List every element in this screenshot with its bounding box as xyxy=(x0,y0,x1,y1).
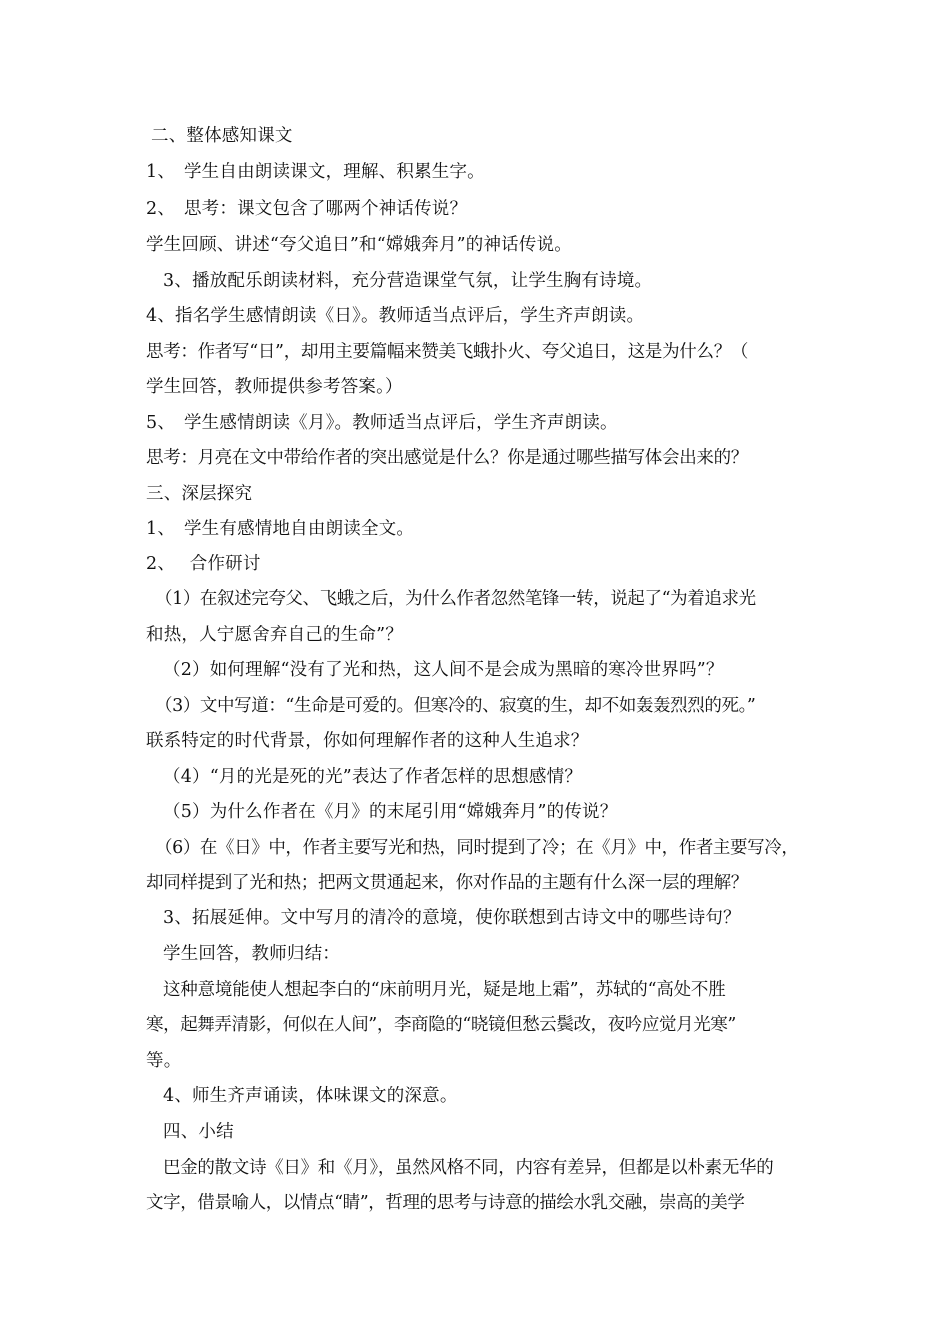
text-line: 4、师生齐声诵读，体味课文的深意。 xyxy=(163,1086,458,1106)
section-heading-overview: 二、整体感知课文 xyxy=(151,126,293,146)
text-line: 思考：作者写“日”，却用主要篇幅来赞美飞蛾扑火、夸父追日，这是为什么？（ xyxy=(146,342,749,362)
text-line: 3、播放配乐朗读材料，充分营造课堂气氛，让学生胸有诗境。 xyxy=(163,271,653,291)
text-line: （6）在《日》中，作者主要写光和热，同时提到了冷；在《月》中，作者主要写冷， xyxy=(155,838,799,858)
text-line: 却同样提到了光和热；把两文贯通起来，你对作品的主题有什么深一层的理解？ xyxy=(146,873,748,893)
text-line: 这种意境能使人想起李白的“床前明月光，疑是地上霜”，苏轼的“高处不胜 xyxy=(163,980,726,1000)
text-line: 寒，起舞弄清影，何似在人间”，李商隐的“晓镜但愁云鬓改，夜吟应觉月光寒” xyxy=(146,1015,736,1035)
text-line: （4）“月的光是死的光”表达了作者怎样的思想感情？ xyxy=(163,767,583,787)
text-line: 和热，人宁愿舍弃自己的生命”？ xyxy=(146,625,403,645)
text-line: 3、拓展延伸。文中写月的清冷的意境，使你联想到古诗文中的哪些诗句？ xyxy=(163,908,741,928)
text-line: （1）在叙述完夸父、飞蛾之后，为什么作者忽然笔锋一转，说起了“为着追求光 xyxy=(155,589,756,609)
text-line: （5）为什么作者在《月》的末尾引用“嫦娥奔月”的传说？ xyxy=(163,802,618,822)
text-line: 2、 合作研讨 xyxy=(146,554,261,574)
text-line: （3）文中写道：“生命是可爱的。但寒冷的、寂寞的生，却不如轰轰烈烈的死。” xyxy=(155,696,756,716)
text-line: 文字，借景喻人，以情点“睛”，哲理的思考与诗意的描绘水乳交融，崇高的美学 xyxy=(146,1193,745,1213)
text-line: （2）如何理解“没有了光和热，这人间不是会成为黑暗的寒冷世界吗”？ xyxy=(163,660,724,680)
text-line: 5、 学生感情朗读《月》。教师适当点评后，学生齐声朗读。 xyxy=(146,413,618,433)
section-heading-summary: 四、小结 xyxy=(163,1122,234,1142)
text-line: 2、 思考：课文包含了哪两个神话传说？ xyxy=(146,199,468,219)
text-line: 学生回答，教师归结： xyxy=(163,944,340,964)
text-line: 巴金的散文诗《日》和《月》，虽然风格不同，内容有差异，但都是以朴素无华的 xyxy=(163,1158,774,1178)
text-line: 等。 xyxy=(146,1051,182,1071)
text-line: 学生回顾、讲述“夸父追日”和“嫦娥奔月”的神话传说。 xyxy=(146,235,572,255)
text-line: 学生回答，教师提供参考答案。） xyxy=(146,377,403,397)
text-line: 思考：月亮在文中带给作者的突出感觉是什么？你是通过哪些描写体会出来的？ xyxy=(146,448,748,468)
section-heading-deep-inquiry: 三、深层探究 xyxy=(146,484,253,504)
text-line: 4、指名学生感情朗读《日》。教师适当点评后，学生齐声朗读。 xyxy=(146,306,645,326)
text-line: 1、 学生自由朗读课文，理解、积累生字。 xyxy=(146,162,485,182)
text-line: 1、 学生有感情地自由朗读全文。 xyxy=(146,519,415,539)
text-line: 联系特定的时代背景，你如何理解作者的这种人生追求？ xyxy=(146,731,589,751)
